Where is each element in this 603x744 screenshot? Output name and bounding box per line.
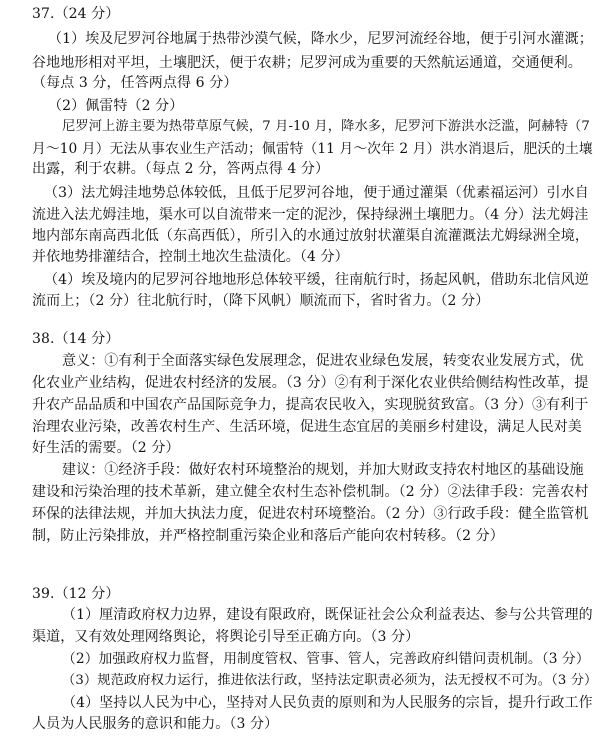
q37-title: 37.（24 分） <box>32 6 120 22</box>
q39-line-4: （3）规范政府权力运行，推进依法行政，坚持法定职责必须为，法无授权不可为。（3 分） <box>62 673 598 688</box>
q37-line-6: 月～10 月）无法从事农业生产活动；佩雷特（11 月～次年 2 月）洪水消退后，肥沃的土壤 <box>32 141 593 157</box>
q37-line-11: 并依地势排灌结合，控制土地次生盐渍化。（4 分） <box>32 249 349 265</box>
q37-line-4: （2）佩雷特（2 分） <box>48 98 184 114</box>
q37-line-5: 尼罗河上游主要为热带草原气候，7 月-10 月，降水多，尼罗河下游洪水泛滥，阿赫特（7 <box>62 119 590 134</box>
q38-line-8: 环保的法律法规，并加大执法力度，促进农村环境整治。（2 分）③行政手段：健全监管机 <box>32 506 589 522</box>
q39-line-2: 渠道，又有效处理网络舆论，将舆论引导至正确方向。（3 分） <box>32 629 420 645</box>
q37-line-3: （每点 3 分，任答两点得 6 分） <box>32 75 238 91</box>
q37-line-10: 地内部东南高西北低（东高西低），所引入的水通过放射状灌渠自流灌溉法尤姆绿洲全境， <box>32 228 589 244</box>
q37-line-8: （3）法尤姆洼地势总体较低，且低于尼罗河谷地，便于通过灌渠（优素福运河）引水自 <box>44 185 589 201</box>
q38-line-1: 意义：①有利于全面落实绿色发展理念，促进农业绿色发展，转变农业发展方式，优 <box>62 353 584 369</box>
q38-line-7: 建设和污染治理的技术革新，建立健全农村生态补偿机制。（2 分）②法律手段：完善农村 <box>32 484 589 500</box>
q37-line-2: 谷地地形相对平坦，土壤肥沃，便于农耕；尼罗河成为重要的天然航运通道，交通便利。 <box>32 55 582 71</box>
q38-line-5: 好生活的需要。（2 分） <box>32 440 180 456</box>
q37-line-7: 出露，利于农耕。（每点 2 分，答两点得 4 分） <box>32 161 330 177</box>
q39-line-3: （2）加强政府权力监督，用制度管权、管事、管人，完善政府纠错问责机制。（3 分） <box>62 651 590 667</box>
q37-line-9: 流进入法尤姆洼地，渠水可以自流带来一定的泥沙，保持绿洲土壤肥力。（4 分）法尤姆洼 <box>32 207 589 223</box>
q37-line-12: （4）埃及境内的尼罗河谷地地形总体较平缓，往南航行时，扬起风帆，借助东北信风逆 <box>44 272 589 288</box>
q38-line-9: 制，防止污染排放，并严格控制重污染企业和落后产能向农村转移。（2 分） <box>32 528 504 544</box>
q38-line-4: 治理农业污染，改善农村生产、生活环境，促进生态宜居的美丽乡村建设，满足人民对美 <box>32 419 582 435</box>
q38-title: 38.（14 分） <box>32 331 120 347</box>
q37-line-1: （1）埃及尼罗河谷地属于热带沙漠气候，降水少，尼罗河流经谷地，便于引河水灌溉； <box>48 31 593 47</box>
q37-line-13: 流而上；（2 分）往北航行时，（降下风帆）顺流而下，省时省力。（2 分） <box>32 293 490 309</box>
q38-line-3: 升农产品品质和中国农产品国际竞争力，提高农民收入，实现脱贫致富。（3 分）③有利于 <box>32 397 589 413</box>
q39-line-1: （1）厘清政府权力边界，建设有限政府，既保证社会公众利益表达、参与公共管理的 <box>62 607 593 623</box>
q38-line-2: 化农业产业结构，促进农村经济的发展。（3 分）②有利于深化农业供给侧结构性改革，提 <box>32 375 589 391</box>
q39-line-6: 人员为人民服务的意识和能力。（3 分） <box>32 716 279 732</box>
q39-line-5: （4）坚持以人民为中心，坚持对人民负责的原则和为人民服务的宗旨，提升行政工作 <box>62 695 593 711</box>
q38-line-6: 建议：①经济手段：做好农村环境整治的规划，并加大财政支持农村地区的基础设施 <box>62 462 584 478</box>
q39-title: 39.（12 分） <box>32 586 120 602</box>
